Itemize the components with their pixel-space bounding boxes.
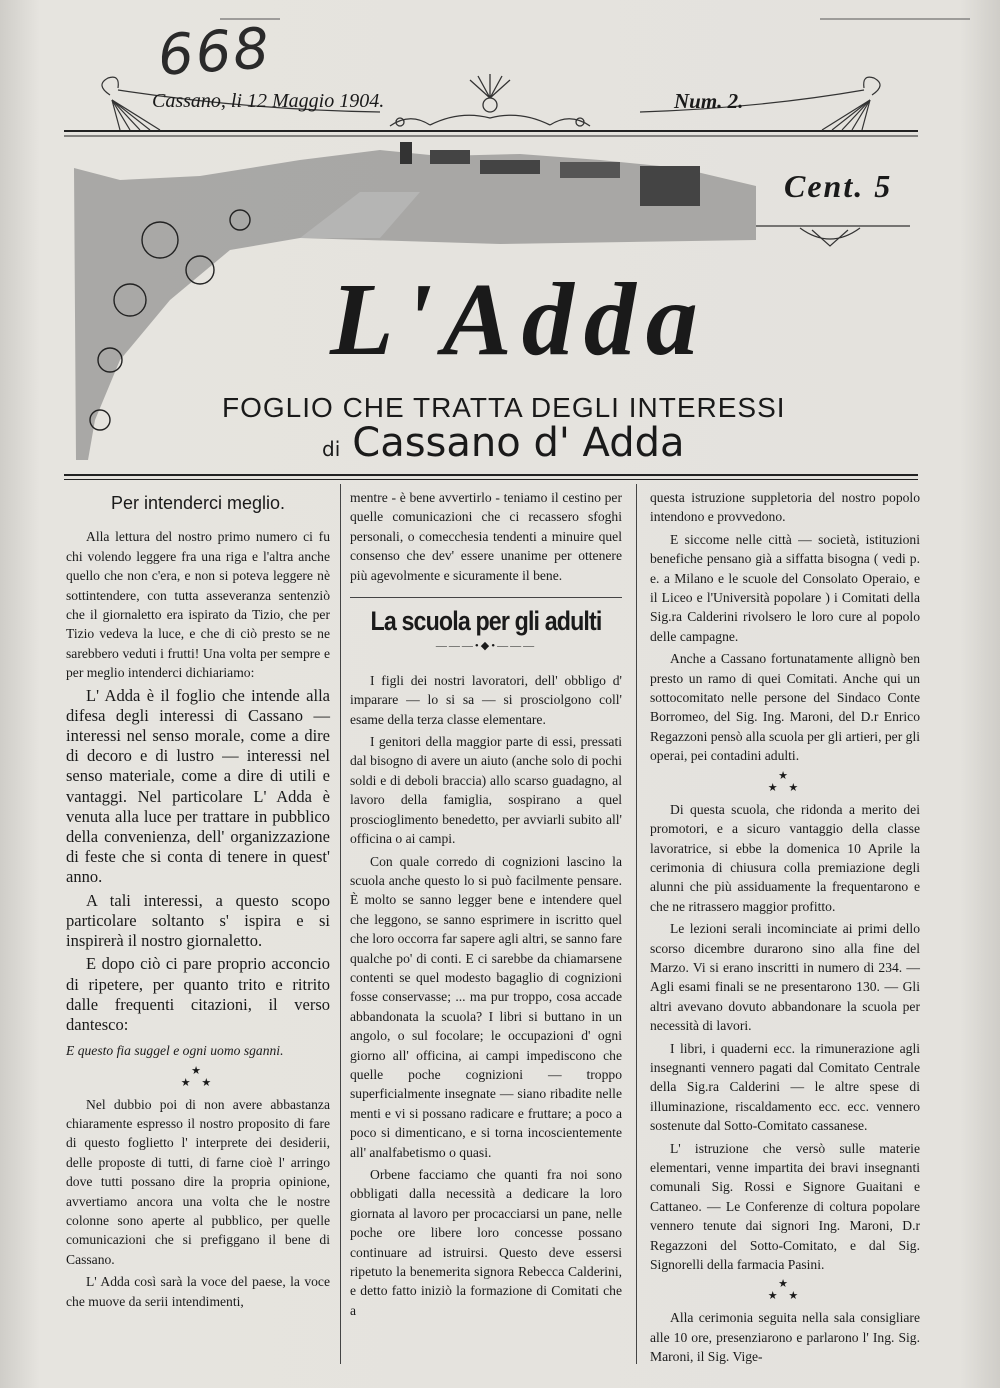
- column-divider-1: [340, 484, 341, 1364]
- col2-paragraph-1: I figli dei nostri lavoratori, dell' obbligo d' imparare — lo si sa — si prosciolgono coll' esame della terza classe elementare.: [350, 672, 622, 727]
- col3-paragraph-3: Di questa scuola, che ridonda a merito dei promotori, e a sicuro vantaggio della classe lavoratrice, si ebbe la domenica 10 Aprile la cerimonia di chiusura colla premiazione degli alunni che più assiduamente la frequentarono e che ne ritrassero maggior profitto.: [650, 801, 920, 914]
- heading-ornament: ———•◆•———: [435, 640, 537, 653]
- col1-paragraph-2: L' Adda è il foglio che intende alla difesa degli interessi di Cassano — interessi nel senso morale, come a dire di decoro e di lustro — interessi nel senso materiale, come a dire di utili e vantaggi. Nel particolare L' Adda è venuta alla luce per trattare in pubblico della convenienza, dell' organizzazione di feste che si conta di tenere in quest' anno.: [66, 685, 330, 887]
- col3-paragraph-6: L' istruzione che versò sulle materie elementari, venne impartita dei bravi insegnanti comunali Sig. Rossi e Signore Guaitani e Cattaneo. — Le Conferenze di coltura popolare vennero tenute dai signori Ing. Maroni, D.r Regazzoni del Sotto-Comitato, e dal Sig. Signorelli della farmacia Pasini.: [650, 1140, 920, 1273]
- col1-paragraph-4: E dopo ciò ci pare proprio acconcio di ripetere, per quanto trito e ritrito dalle frequenti citazioni, il verso dantesco:: [66, 954, 330, 1034]
- column-1: [66, 488, 330, 1314]
- price: Cent. 5: [784, 168, 893, 204]
- price-flourish-ornament: [756, 226, 910, 246]
- article-separator-rule: [350, 597, 622, 598]
- col1-paragraph-3: A tali interessi, a questo scopo particolare soltanto s' ispira e si inspirerà il nostro giornaletto.: [66, 890, 330, 951]
- col3-paragraph-5: I libri, i quaderni ecc. la rimunerazione agli insegnanti vennero pagati dal Comitato Centrale della Sig.ra Calderini — le altre spese di illuminazione, riscaldamento ecc. ecc. vennero sostenute dal Sotto-Comitato cassanese.: [650, 1040, 920, 1134]
- article-heading-intenderci: Per intenderci meglio.: [110, 493, 286, 513]
- center-palmette-ornament: [390, 74, 590, 126]
- asterism-separator: ★ ★ ★: [767, 769, 803, 794]
- masthead-rule-thin: [64, 479, 918, 480]
- col3-paragraph-0: questa istruzione suppletoria del nostro popolo intendono e provvedono.: [650, 490, 920, 525]
- col2-paragraph-3: Con quale corredo di cognizioni lascino la scuola anche questo lo si può facilmente pensare. È molto se sanno legger bene e intendere quel che leggono, se sanno esprimere in iscritto quel che loro occorra far sapere agli altri, se sanno fare qualche po' di conti. E ci sarebbe da chiamarsene contenti se quel modesto bagaglio di cognizioni fosse conservasse; ... ma pur troppo, cosa accade abbandonata la scuola? I libri si buttano in un angolo, o sul focolare; le occupazioni d' ogni giorno all' officina, ai campi impediscono che quelle poche cognizioni — troppo superficialmente insegnate — siano ribadite nelle menti e vi si possano radicare e fruttare; a poco a poco si dimenticano, e si torna incoscientemente all' analfabetismo o quasi.: [350, 853, 622, 1160]
- dante-quote: E questo fia suggel e ogni uomo sganni.: [66, 1043, 284, 1059]
- col3-paragraph-1: E siccome nelle città — società, istituzioni benefiche pensano già a siffatta bisogna ( vedi p. e. a Milano e le scuole del Consolato Operaio, e il Liceo e l'Università popolare ) i Comitati della Sig.ra Calderini rivolsero le loro cure al popolo delle campagne.: [650, 531, 920, 644]
- col3-paragraph-4: Le lezioni serali incominciate ai primi dello scorso dicembre durarono sino alla fine del Marzo. Vi si erano inscritti in numero di 234. — Agli esami finali se ne presentarono 130. — Gli altri avevano dovuto abbandonare la scuola per necessità di lavori.: [650, 921, 920, 1034]
- col2-paragraph-4: Orbene facciamo che quanti fra noi sono obbligati dalla necessità a dedicare la loro giornata al lavoro per procacciarsi un pane, nelle poche ore libere loro concesse possano continuare ad istruirsi. Questo deve essersi ripetuto la benemerita signora Rebecca Calderini, e detto fatto iniziò la formazione di Comitati che a: [350, 1167, 622, 1318]
- issue-number: Num. 2.: [674, 89, 744, 113]
- article-heading-scuola: La scuola per gli adulti: [370, 606, 602, 637]
- asterism-separator: ★ ★ ★: [180, 1064, 216, 1089]
- col2-paragraph-2: I genitori della maggior parte di essi, pressati dal bisogno di avere un aiuto (anche solo di pochi soldi e di deboli braccia) allo scarso guadagno, al lavoro della famiglia, sospirano a quel proscioglimento benedetto, per avviarli subito all' officina o ai campi.: [350, 734, 622, 847]
- col1-paragraph-6: L' Adda così sarà la voce del paese, la voce che muove da serii intendimenti,: [66, 1274, 330, 1309]
- dateline: Cassano, li 12 Maggio 1904.: [152, 90, 385, 112]
- newspaper-title: L'Adda: [330, 262, 708, 377]
- masthead-rule: [64, 474, 918, 476]
- col1-paragraph-1: Alla lettura del nostro primo numero ci fu chi volendo leggere fra una riga e l'altra anche quello che non c'era, e non si poteva leggere nè sottintendere, con tutta asseveranza sentenziò che il giornaletto era ispirato da Tizio, che per Tizio vedeva la luce, e che di ciò presto se ne sarebbero veduti i frutti! Una volta per sempre e per meglio intenderci dichiariamo:: [66, 529, 330, 681]
- column-divider-2: [636, 484, 637, 1364]
- handwritten-number: 668: [155, 16, 274, 89]
- newspaper-subtitle: FOGLIO CHE TRATTA DEGLI INTERESSI: [222, 392, 786, 423]
- col3-paragraph-7: Alla cerimonia seguita nella sala consigliare alle 10 ore, presenziarono e parlarono l' Ing. Sig. Maroni, il Sig. Vige-: [650, 1310, 920, 1365]
- col3-paragraph-2: Anche a Cassano fortunatamente allignò ben presto un ramo di quei Comitati. Anche qui un sottocomitato nelle persone del Sindaco Conte Borromeo, del Sig. Ing. Maroni, del D.r Enrico Regazzoni pensò alla scuola per gli artieri, per gli operai, pei contadini adulti.: [650, 651, 920, 764]
- newspaper-town: [322, 420, 685, 466]
- col1-paragraph-5: Nel dubbio poi di non avere abbastanza chiaramente espresso il nostro proposito di fare di questo foglietto l' interprete dei desiderii, delle proposte di tutti, di farne cioè l' arringo dove tutti possano dire la propria opinione, avvertiamo ancora una volta che le nostre colonne sono aperte al pubblico, per quelle comunicazioni che si prefiggano il bene di Cassano.: [66, 1096, 330, 1267]
- asterism-separator: ★ ★ ★: [767, 1278, 803, 1303]
- column-2: [350, 488, 622, 1323]
- town-prefix: di: [322, 437, 341, 461]
- col2-paragraph-0: mentre - è bene avvertirlo - teniamo il cestino per quelle comunicazioni che ci recassero sfoghi personali, o comecchesia tendenti a minuire quel consenso che dev' essere unanime per ottenere più agevolmente e sicuramente il bene.: [350, 490, 622, 583]
- town-name: Cassano d' Adda: [352, 420, 685, 466]
- column-3: [650, 488, 920, 1370]
